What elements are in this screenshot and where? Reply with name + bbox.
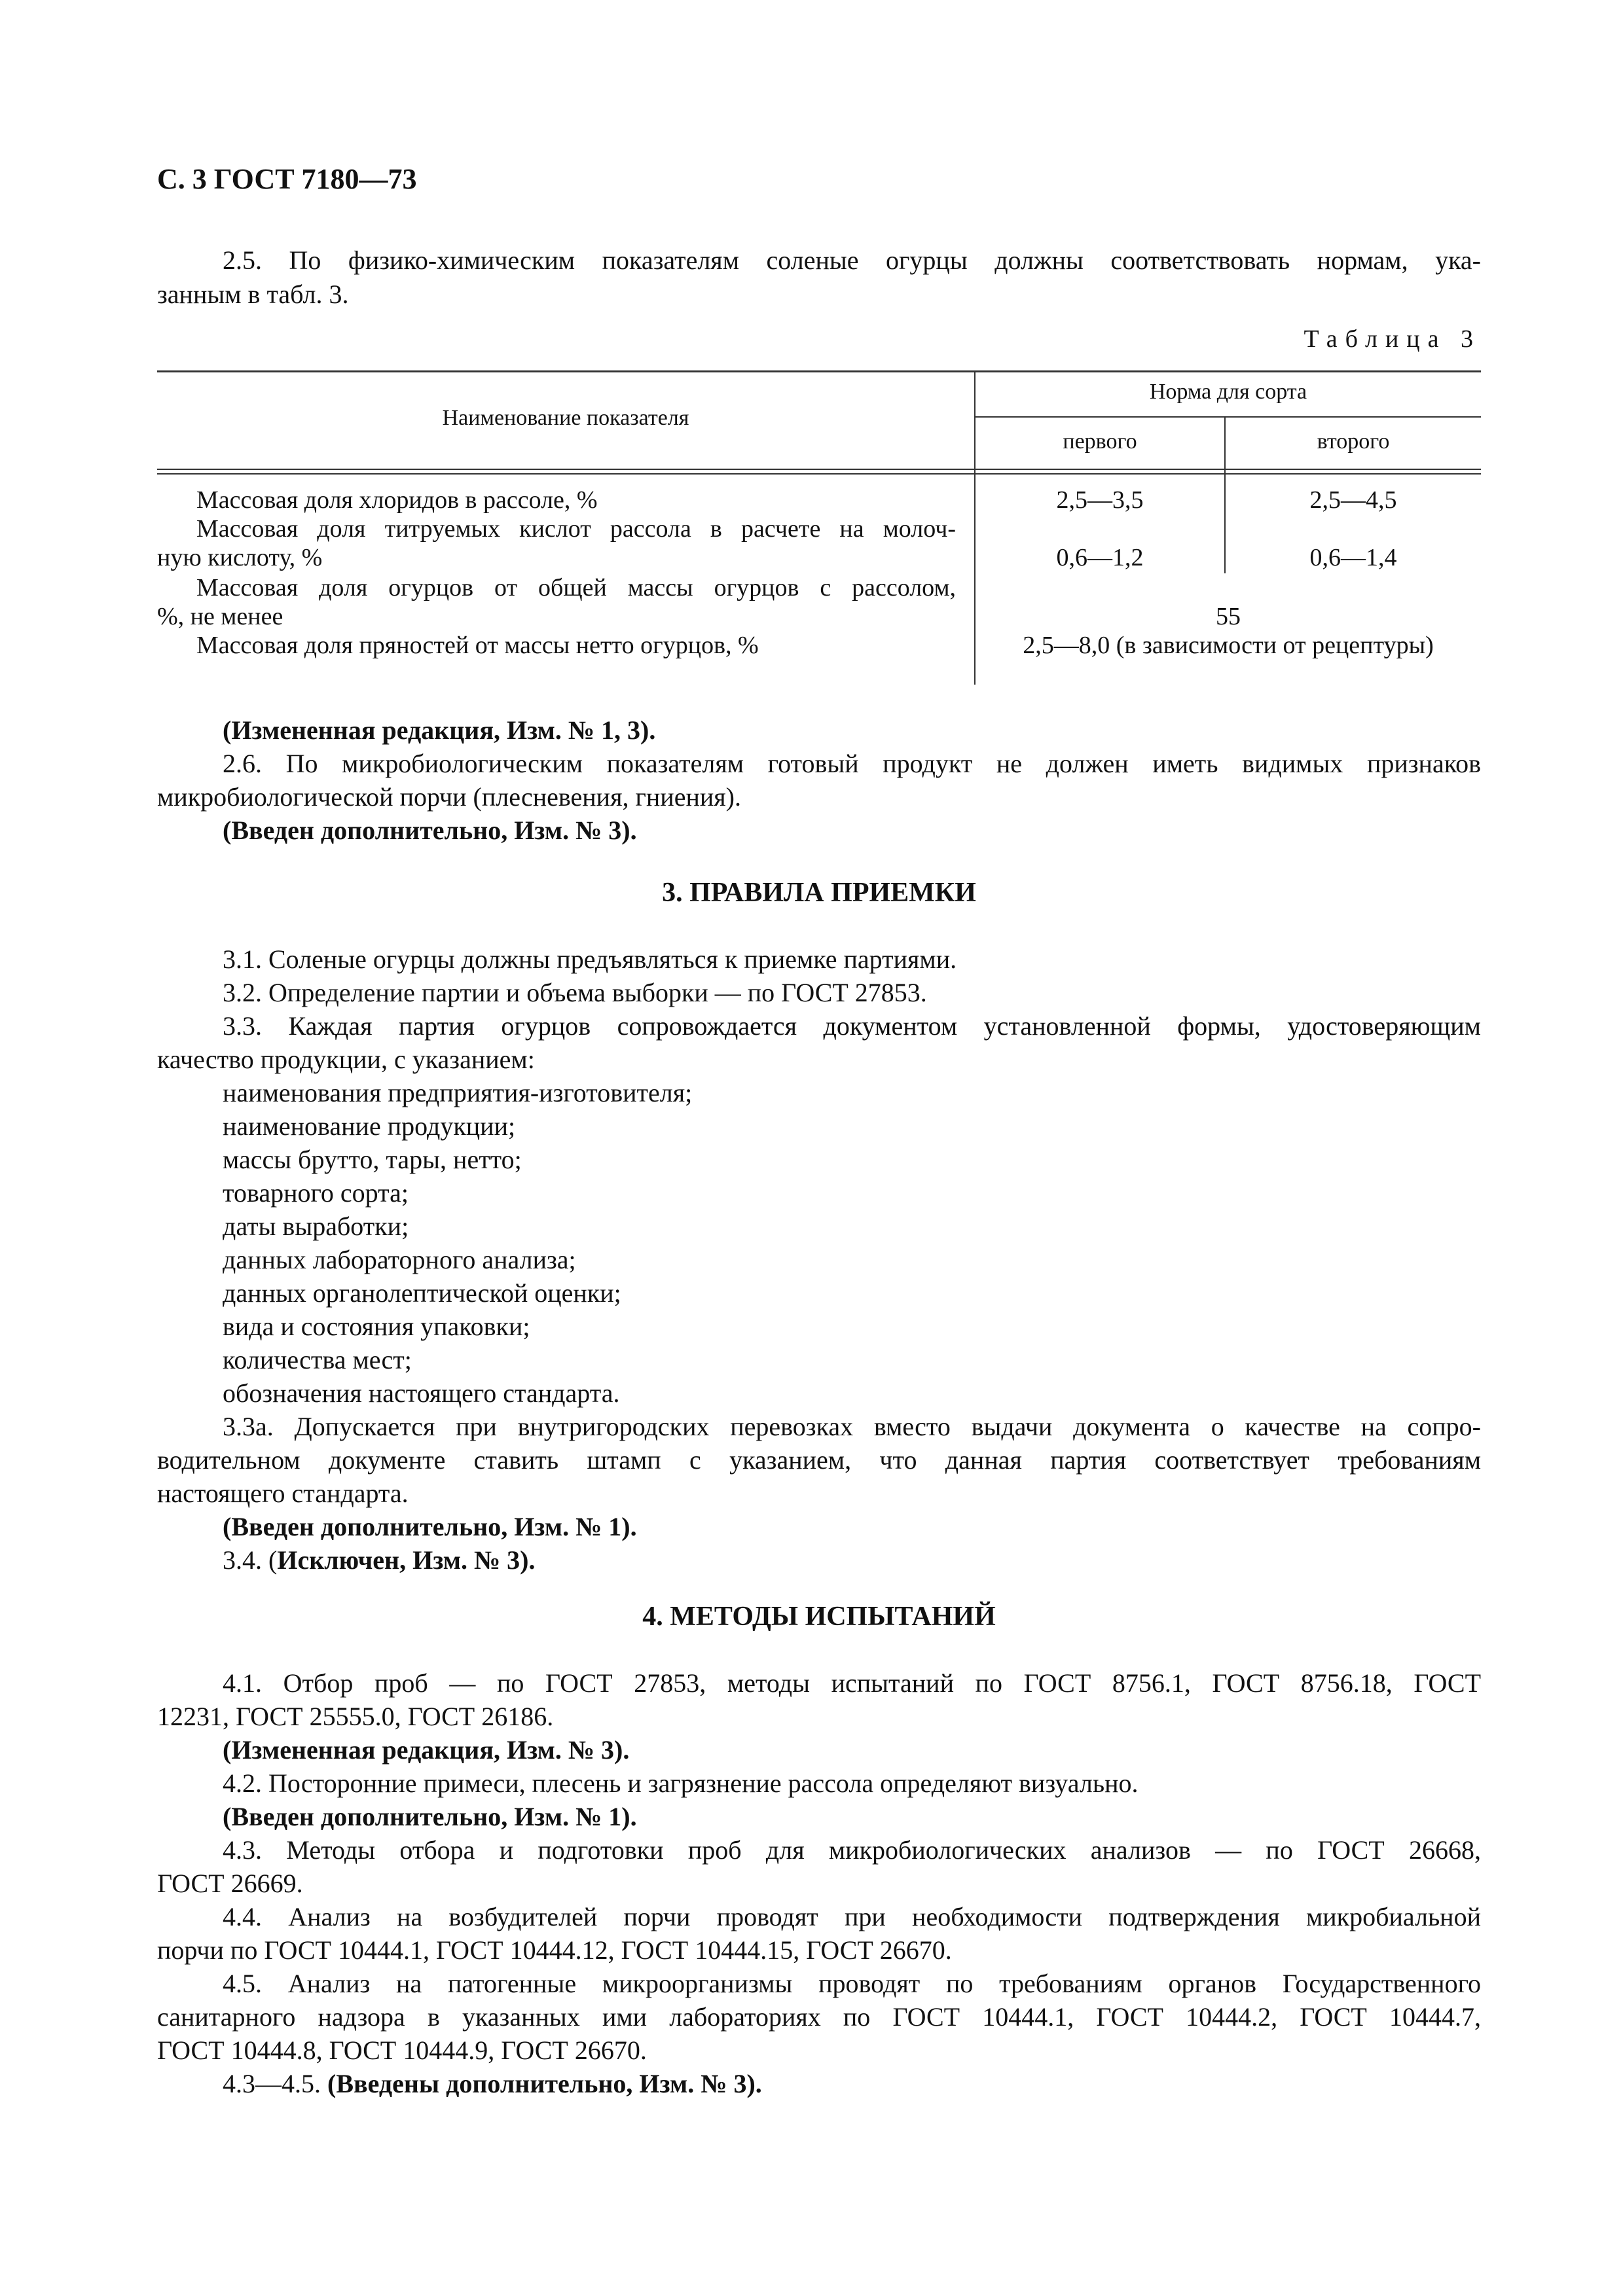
paragraph-4-3-line2: ГОСТ 26669. <box>157 1869 303 1898</box>
list-item: массы брутто, тары, нетто; <box>223 1145 522 1174</box>
paragraph-4-5-line2: санитарного надзора в указанных ими лабораториях по ГОСТ 10444.1, ГОСТ 10444.2, ГОСТ 10444.7, <box>157 2002 1481 2032</box>
list-item: товарного сорта; <box>223 1178 409 1208</box>
paragraph-2-5-line1: 2.5. По физико-химическим показателям соленые огурцы должны соответствовать нормам, ука- <box>223 245 1481 275</box>
note-prefix: 4.3—4.5. <box>223 2069 327 2098</box>
paragraph-3-2: 3.2. Определение партии и объема выборки — по ГОСТ 27853. <box>223 978 927 1007</box>
table-row-1-name: Массовая доля хлоридов в рассоле, % <box>196 486 598 514</box>
table-header-norm: Норма для сорта <box>1149 380 1307 404</box>
paragraph-3-1: 3.1. Соленые огурцы должны предъявляться к приемке партиями. <box>223 944 957 974</box>
table-row-4-merged: 2,5—8,0 (в зависимости от рецептуры) <box>1023 632 1434 659</box>
list-item: вида и состояния упаковки; <box>223 1312 530 1341</box>
introduced-note-1: (Введен дополнительно, Изм. № 1). <box>223 1512 637 1541</box>
list-item: количества мест; <box>223 1345 412 1374</box>
paragraph-3-3a-line2: водительном документе ставить штамп с указанием, что данная партия соответствует требованиям <box>157 1445 1481 1475</box>
table-row-1-grade1: 2,5—3,5 <box>1056 486 1144 514</box>
table-row-2-grade1: 0,6—1,2 <box>1056 544 1144 571</box>
introduced-note-3: (Введен дополнительно, Изм. № 3). <box>223 816 637 845</box>
list-item: обозначения настоящего стандарта. <box>223 1378 620 1408</box>
paragraph-3-3-line2: качество продукции, с указанием: <box>157 1045 535 1074</box>
paragraph-4-5-line1: 4.5. Анализ на патогенные микроорганизмы проводят по требованиям органов Государственного <box>223 1969 1481 1998</box>
table-head-rule-2 <box>157 473 1481 475</box>
paragraph-4-5-line3: ГОСТ 10444.8, ГОСТ 10444.9, ГОСТ 26670. <box>157 2036 647 2065</box>
introduced-note-1-s4: (Введен дополнительно, Изм. № 1). <box>223 1802 637 1831</box>
table-row-3-name-line1: Массовая доля огурцов от общей массы огурцов с рассолом, <box>196 574 956 601</box>
paragraph-3-3a-line3: настоящего стандарта. <box>157 1479 409 1508</box>
amendment-note-3: (Измененная редакция, Изм. № 3). <box>223 1735 630 1765</box>
amendment-note-1-3: (Измененная редакция, Изм. № 1, 3). <box>223 715 656 745</box>
paragraph-4-4-line2: порчи по ГОСТ 10444.1, ГОСТ 10444.12, ГОСТ 10444.15, ГОСТ 26670. <box>157 1935 952 1965</box>
list-item: наименования предприятия-изготовителя; <box>223 1078 693 1107</box>
table-head-rule-1 <box>157 469 1481 470</box>
table-row-1-grade2: 2,5—4,5 <box>1309 486 1397 514</box>
section-4-title: 4. МЕТОДЫ ИСПЫТАНИЙ <box>642 1602 996 1632</box>
table-top-rule <box>157 370 1481 372</box>
paragraph-4-2: 4.2. Посторонние примеси, плесень и загрязнение рассола определяют визуально. <box>223 1768 1139 1798</box>
paragraph-3-3-line1: 3.3. Каждая партия огурцов сопровождается документом установленной формы, удостоверяющим <box>223 1011 1481 1041</box>
paragraph-3-4-excluded: Исключен, Изм. № 3). <box>277 1545 536 1575</box>
paragraph-3-4-prefix: 3.4. ( <box>223 1545 278 1575</box>
paragraph-3-4 <box>223 1543 535 1577</box>
paragraph-2-6-line2: микробиологической порчи (плесневения, гниения). <box>157 782 741 812</box>
paragraph-4-3-line1: 4.3. Методы отбора и подготовки проб для микробиологических анализов — по ГОСТ 26668, <box>223 1835 1481 1865</box>
page-header: С. 3 ГОСТ 7180—73 <box>157 163 417 195</box>
table-row-3-merged: 55 <box>1216 603 1241 630</box>
list-item: данных лабораторного анализа; <box>223 1245 576 1274</box>
table-row-2-name-line1: Массовая доля титруемых кислот рассола в расчете на молоч- <box>196 515 956 543</box>
paragraph-2-5-line2: занным в табл. 3. <box>157 279 349 309</box>
list-item: даты выработки; <box>223 1211 409 1241</box>
table-row-4-name: Массовая доля пряностей от массы нетто огурцов, % <box>196 632 759 659</box>
list-item: наименование продукции; <box>223 1111 516 1141</box>
paragraph-4-3-4-5-note <box>223 2067 762 2100</box>
table-row-3-name-line2: %, не менее <box>157 603 283 630</box>
paragraph-4-1-line2: 12231, ГОСТ 25555.0, ГОСТ 26186. <box>157 1702 554 1731</box>
table-row-2-name-line2: ную кислоту, % <box>157 544 323 571</box>
paragraph-2-6-line1: 2.6. По микробиологическим показателям готовый продукт не должен иметь видимых признаков <box>223 749 1481 778</box>
paragraph-3-3a-line1: 3.3а. Допускается при внутригородских перевозках вместо выдачи документа о качестве на сопро- <box>223 1412 1481 1441</box>
table-header-name: Наименование показателя <box>442 406 689 430</box>
table-subhead-rule <box>974 416 1481 418</box>
table-header-grade1: первого <box>1063 429 1137 454</box>
table-row-2-grade2: 0,6—1,4 <box>1309 544 1397 571</box>
table-caption: Таблица 3 <box>1304 325 1481 353</box>
introduced-note-3-s4: (Введены дополнительно, Изм. № 3). <box>327 2069 762 2098</box>
table-header-grade2: второго <box>1317 429 1390 454</box>
paragraph-4-4-line1: 4.4. Анализ на возбудителей порчи проводят при необходимости подтверждения микробиальной <box>223 1902 1481 1931</box>
paragraph-4-1-line1: 4.1. Отбор проб — по ГОСТ 27853, методы испытаний по ГОСТ 8756.1, ГОСТ 8756.18, ГОСТ <box>223 1668 1481 1698</box>
list-item: данных органолептической оценки; <box>223 1278 621 1308</box>
section-3-title: 3. ПРАВИЛА ПРИЕМКИ <box>662 878 976 908</box>
